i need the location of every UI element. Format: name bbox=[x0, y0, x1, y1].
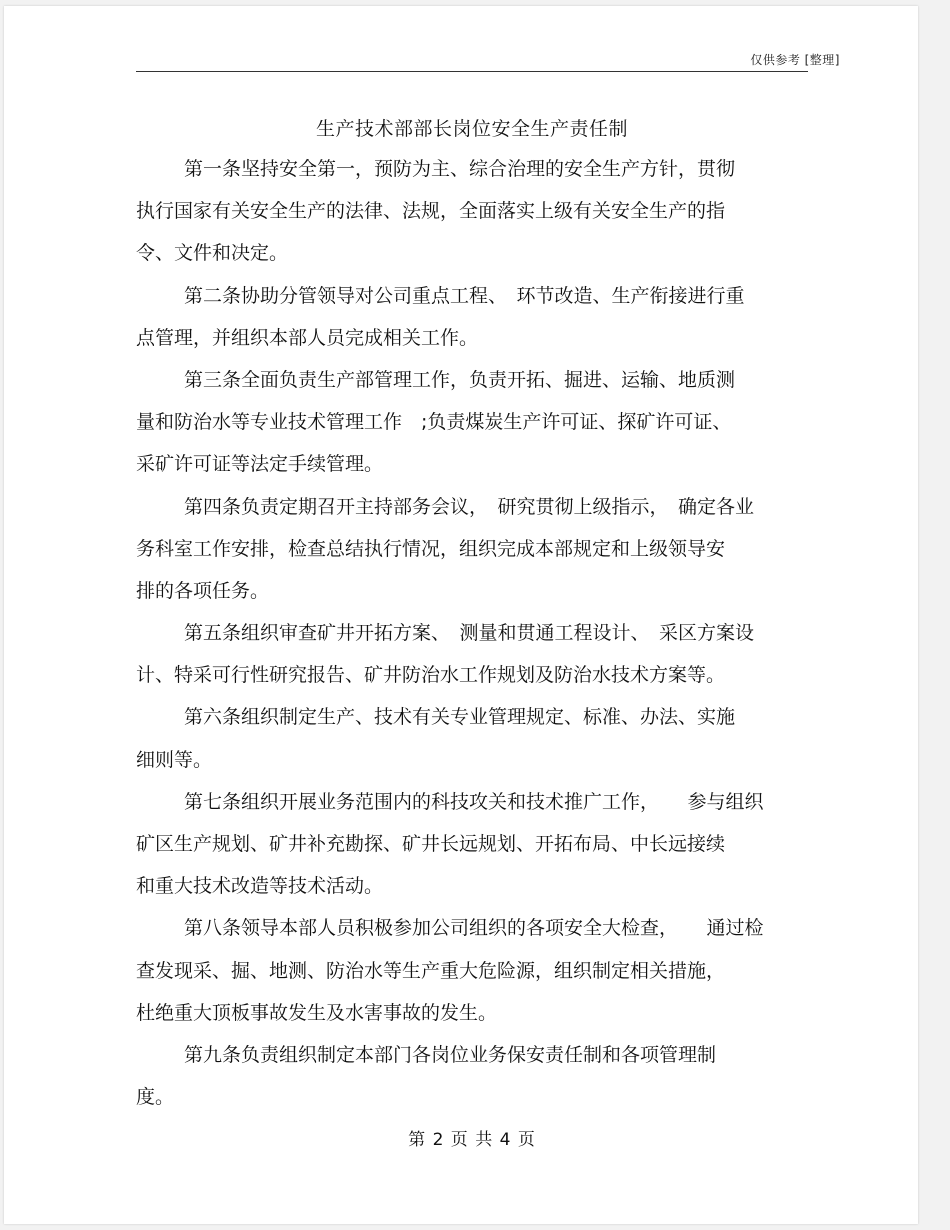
article-8-line-1: 第八条领导本部人员积极参加公司组织的各项安全大检查， 通过检 bbox=[184, 917, 764, 940]
article-7-line-3: 和重大技术改造等技术活动。 bbox=[136, 875, 384, 898]
article-9-line-1: 第九条负责组织制定本部门各岗位业务保安责任制和各项管理制 bbox=[184, 1043, 717, 1066]
article-3-line-2: 量和防治水等专业技术管理工作 ;负责煤炭生产许可证、探矿许可证、 bbox=[136, 411, 732, 434]
document-title: 生产技术部部长岗位安全生产责任制 bbox=[315, 118, 628, 140]
article-8-line-3: 杜绝重大顶板事故发生及水害事故的发生。 bbox=[136, 1001, 498, 1024]
article-6-line-1: 第六条组织制定生产、技术有关专业管理规定、标准、办法、实施 bbox=[184, 706, 736, 729]
page-number: 第 2 页 共 4 页 bbox=[408, 1130, 536, 1150]
article-2-line-2: 点管理，并组织本部人员完成相关工作。 bbox=[136, 326, 479, 349]
article-7-line-1: 第七条组织开展业务范围内的科技攻关和技术推广工作， 参与组织 bbox=[184, 790, 764, 813]
article-3-line-1: 第三条全面负责生产部管理工作，负责开拓、掘进、运输、地质测 bbox=[184, 368, 736, 391]
article-4-line-1: 第四条负责定期召开主持部务会议， 研究贯彻上级指示， 确定各业 bbox=[184, 495, 755, 518]
article-1-line-2: 执行国家有关安全生产的法律、法规，全面落实上级有关安全生产的指 bbox=[136, 200, 726, 223]
article-2-line-1: 第二条协助分管领导对公司重点工程、 环节改造、生产衔接进行重 bbox=[184, 284, 745, 307]
article-3-line-3: 采矿许可证等法定手续管理。 bbox=[136, 453, 384, 476]
article-4-line-2: 务科室工作安排，检查总结执行情况，组织完成本部规定和上级领导安 bbox=[136, 537, 726, 560]
article-8-line-2: 查发现采、掘、地测、防治水等生产重大危险源，组织制定相关措施， bbox=[136, 959, 726, 982]
article-6-line-2: 细则等。 bbox=[136, 748, 213, 771]
article-5-line-1: 第五条组织审查矿井开拓方案、 测量和贯通工程设计、 采区方案设 bbox=[184, 622, 755, 645]
article-4-line-3: 排的各项任务。 bbox=[136, 579, 270, 602]
header-note: 仅供参考 [整理] bbox=[750, 53, 840, 67]
header-divider bbox=[136, 71, 808, 72]
document-body bbox=[136, 148, 808, 1118]
article-1-line-3: 令、文件和决定。 bbox=[136, 242, 289, 265]
article-9-line-2: 度。 bbox=[136, 1086, 175, 1109]
article-7-line-2: 矿区生产规划、矿井补充勘探、矿井长远规划、开拓布局、中长远接续 bbox=[136, 833, 726, 855]
article-1-line-1: 第一条坚持安全第一，预防为主、综合治理的安全生产方针，贯彻 bbox=[184, 158, 736, 180]
article-5-line-2: 计、特采可行性研究报告、矿井防治水工作规划及防治水技术方案等。 bbox=[136, 664, 726, 687]
